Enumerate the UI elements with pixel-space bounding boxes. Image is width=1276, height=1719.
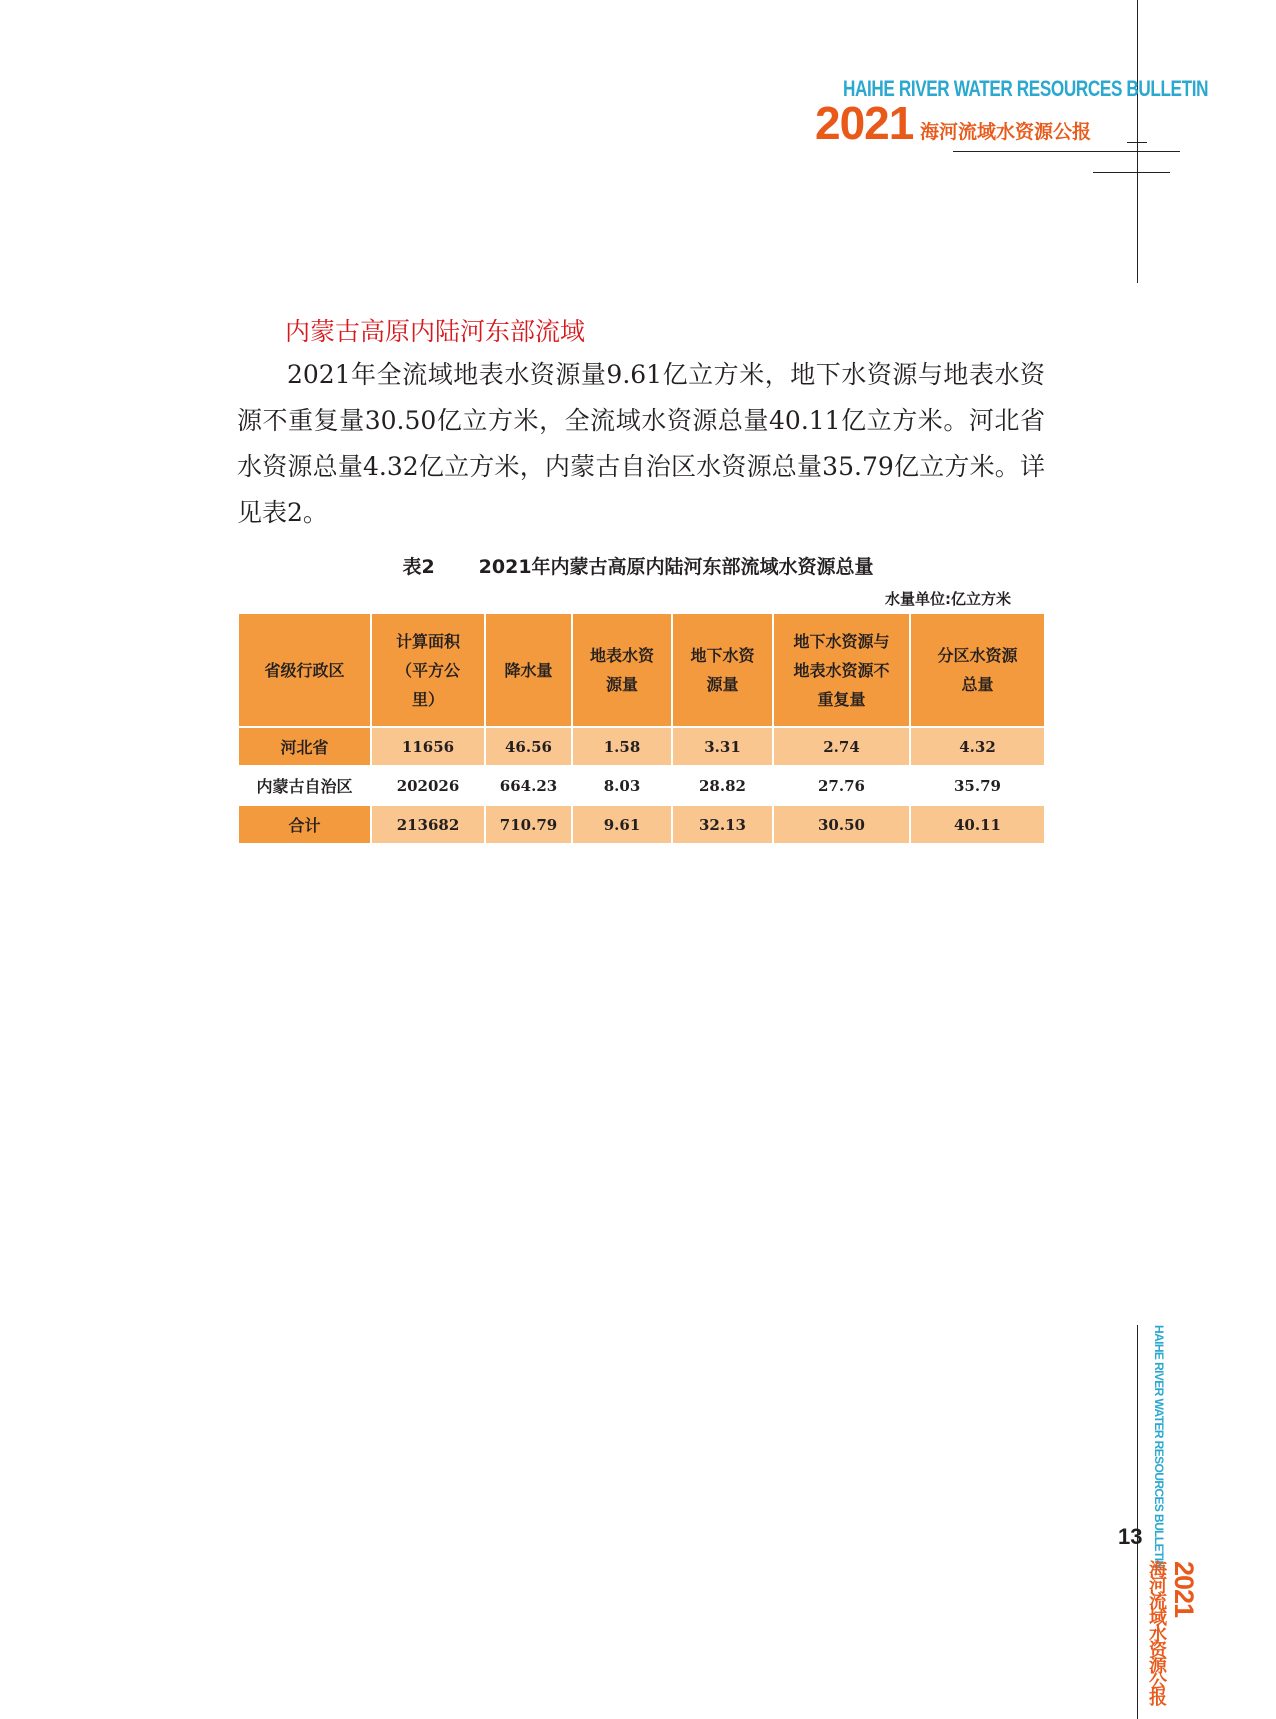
header-year: 2021	[815, 97, 914, 149]
header-area	[371, 613, 485, 727]
cell-surface-water: 1.58	[572, 727, 672, 766]
cell-surface-water: 8.03	[572, 766, 672, 805]
side-english-title: HAIHE RIVER WATER RESOURCES BULLETIN	[1152, 1325, 1166, 1569]
table-total-row	[238, 805, 1045, 844]
table-row	[238, 766, 1045, 805]
header-short-rule-top	[1127, 142, 1147, 143]
cell-area: 213682	[371, 805, 485, 844]
header-short-rule-bottom	[1093, 172, 1170, 173]
cell-nonrepeat: 30.50	[773, 805, 910, 844]
header-groundwater	[672, 613, 773, 727]
header-english-title: HAIHE RIVER WATER RESOURCES BULLETIN	[843, 76, 1209, 101]
cell-province: 合计	[238, 805, 371, 844]
cell-total: 35.79	[910, 766, 1045, 805]
table-caption-title: 2021年内蒙古高原内陆河东部流域水资源总量	[478, 556, 874, 578]
section-title: 内蒙古高原内陆河东部流域	[285, 317, 586, 346]
cell-total: 4.32	[910, 727, 1045, 766]
side-vertical-rule	[1137, 1325, 1138, 1719]
table-unit-note: 水量单位:亿立方米	[885, 590, 1011, 608]
table-row	[238, 727, 1045, 766]
header-nonrepeat-text: 地下水资源与地表水资源不重复量	[793, 631, 890, 709]
page-number: 13	[1118, 1524, 1143, 1549]
cell-province: 河北省	[238, 727, 371, 766]
header-horizontal-rule	[953, 151, 1180, 152]
table-caption	[0, 552, 1276, 579]
table-caption-label: 表2	[402, 556, 435, 578]
header-nonrepeat	[773, 613, 910, 727]
cell-nonrepeat: 27.76	[773, 766, 910, 805]
side-year: 2021	[1169, 1561, 1199, 1618]
cell-groundwater: 3.31	[672, 727, 773, 766]
header-total	[910, 613, 1045, 727]
body-paragraph: 2021年全流域地表水资源量9.61亿立方米，地下水资源与地表水资源不重复量30.50亿立方米，全流域水资源总量40.11亿立方米。河北省水资源总量4.32亿立方米，内蒙古自治区水资源总量35.79亿立方米。详见表2。	[237, 360, 1045, 527]
cell-groundwater: 28.82	[672, 766, 773, 805]
cell-nonrepeat: 2.74	[773, 727, 910, 766]
cell-precipitation: 46.56	[485, 727, 572, 766]
header-surface-water	[572, 613, 672, 727]
header-area-text: 计算面积（平方公里）	[395, 631, 460, 709]
header-groundwater-text: 地下水资源量	[690, 646, 755, 694]
cell-surface-water: 9.61	[572, 805, 672, 844]
cell-precipitation: 710.79	[485, 805, 572, 844]
header-surface-water-text: 地表水资源量	[589, 646, 654, 694]
cell-province: 内蒙古自治区	[238, 766, 371, 805]
side-chinese-title: 海河流域水资源公报	[1146, 1560, 1167, 1704]
cell-precipitation: 664.23	[485, 766, 572, 805]
water-resources-table	[237, 612, 1046, 845]
header-chinese-title: 海河流域水资源公报	[920, 121, 1092, 143]
table-header-row	[238, 613, 1045, 727]
cell-area: 202026	[371, 766, 485, 805]
header-precipitation: 降水量	[485, 613, 572, 727]
cell-total: 40.11	[910, 805, 1045, 844]
header-province: 省级行政区	[238, 613, 371, 727]
cell-area: 11656	[371, 727, 485, 766]
header-total-text: 分区水资源总量	[937, 646, 1018, 694]
cell-groundwater: 32.13	[672, 805, 773, 844]
